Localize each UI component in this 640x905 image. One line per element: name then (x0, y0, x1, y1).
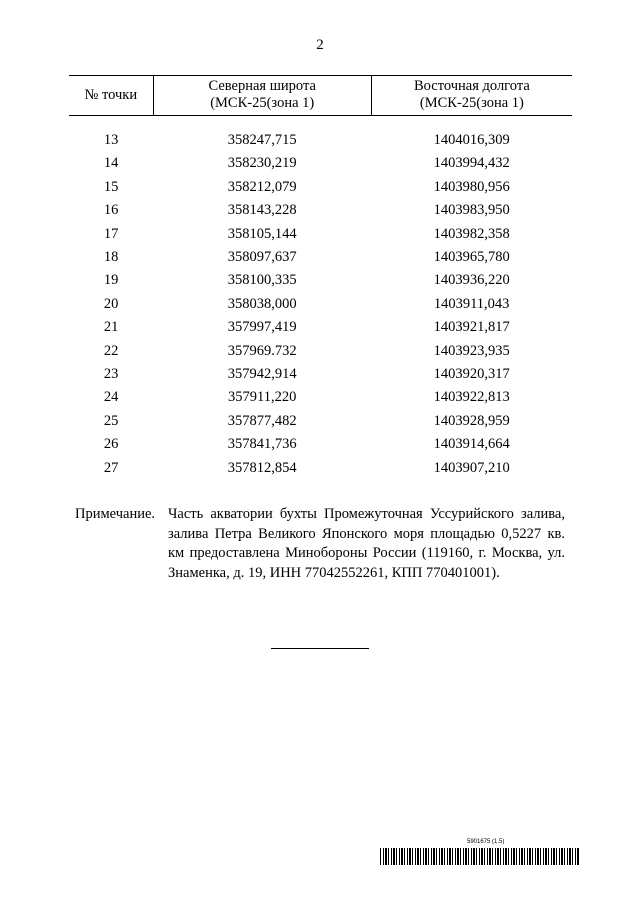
table-row (69, 269, 572, 292)
cell-longitude: 1403920,317 (433, 366, 510, 383)
cell-point-number: 17 (103, 225, 119, 242)
cell-latitude: 358212,079 (227, 178, 297, 195)
table-spacer-row (69, 116, 572, 130)
cell-point-number: 18 (103, 249, 119, 266)
header-longitude-line1: Восточная долгота (413, 78, 530, 94)
header-longitude (371, 76, 572, 116)
table-row (69, 433, 572, 456)
table-row (69, 223, 572, 246)
table-row (69, 199, 572, 222)
cell-latitude: 357997,419 (227, 319, 297, 336)
cell-point-number: 26 (103, 436, 119, 453)
note (75, 505, 565, 583)
barcode-image (380, 848, 579, 865)
cell-point-number: 14 (103, 155, 119, 172)
table-row (69, 410, 572, 433)
cell-point-number: 22 (103, 342, 119, 359)
cell-longitude: 1404016,309 (433, 132, 510, 148)
separator-line (271, 648, 369, 649)
cell-point-number: 27 (103, 459, 119, 476)
table-row (69, 457, 572, 480)
cell-point-number: 13 (103, 132, 119, 148)
cell-latitude: 358100,335 (227, 272, 297, 289)
cell-longitude: 1403914,664 (433, 436, 510, 453)
cell-longitude: 1403994,432 (433, 155, 510, 172)
header-point-label: № точки (84, 86, 138, 103)
table-row (69, 152, 572, 175)
cell-longitude: 1403922,813 (433, 389, 510, 406)
header-latitude (153, 76, 371, 116)
cell-latitude: 358097,637 (227, 249, 297, 266)
cell-longitude: 1403923,935 (433, 342, 510, 359)
note-text: Часть акватории бухты Промежуточная Уссурийского залива, залива Петра Великого Японского моря площадью 0,5227 кв. км предоставлена Минобороны России (119160, г. Москва, ул. Знаменка, д. 19, ИНН 77042552261, КПП 770401001). (168, 506, 565, 581)
header-latitude-line2: (МСК-25(зона 1) (210, 95, 315, 111)
cell-latitude: 357969.732 (227, 342, 297, 359)
cell-point-number: 24 (103, 389, 119, 406)
table-row (69, 176, 572, 199)
cell-longitude: 1403936,220 (433, 272, 510, 289)
table-row (69, 129, 572, 152)
table-row (69, 363, 572, 386)
cell-point-number: 23 (103, 366, 119, 383)
cell-latitude: 358247,715 (227, 132, 297, 148)
header-longitude-line2: (МСК-25(зона 1) (419, 95, 524, 111)
table-row (69, 246, 572, 269)
cell-point-number: 19 (103, 272, 119, 289)
cell-longitude: 1403980,956 (433, 178, 510, 195)
cell-latitude: 358105,144 (227, 225, 297, 242)
cell-latitude: 358230,219 (227, 155, 297, 172)
header-point-number (69, 76, 153, 116)
cell-longitude: 1403983,950 (433, 202, 510, 219)
page-number: 2 (316, 37, 324, 53)
cell-longitude: 1403907,210 (433, 459, 510, 476)
cell-longitude: 1403921,817 (433, 319, 510, 336)
cell-point-number: 25 (103, 412, 119, 429)
cell-longitude: 1403928,959 (433, 412, 510, 429)
cell-latitude: 357812,854 (227, 459, 297, 476)
table-row (69, 340, 572, 363)
table-row (69, 386, 572, 409)
cell-latitude: 357942,914 (227, 366, 297, 383)
table-header-row (69, 76, 572, 116)
cell-latitude: 357877,482 (227, 412, 297, 429)
header-latitude-line1: Северная широта (208, 78, 316, 94)
cell-latitude: 358038,000 (227, 295, 297, 312)
cell-longitude: 1403965,780 (433, 249, 510, 266)
cell-point-number: 21 (103, 319, 119, 336)
cell-longitude: 1403911,043 (433, 295, 510, 312)
note-label: Примечание. (75, 506, 156, 522)
table-row (69, 293, 572, 316)
cell-longitude: 1403982,358 (433, 225, 510, 242)
cell-latitude: 357841,736 (227, 436, 297, 453)
cell-latitude: 358143,228 (227, 202, 297, 219)
cell-point-number: 20 (103, 295, 119, 312)
cell-point-number: 15 (103, 178, 119, 195)
table-body (69, 116, 572, 481)
cell-point-number: 16 (103, 202, 119, 219)
barcode-caption: 5901675 (1.5) (467, 839, 505, 845)
table-row (69, 316, 572, 339)
cell-latitude: 357911,220 (228, 389, 297, 406)
coordinates-table (69, 75, 572, 480)
